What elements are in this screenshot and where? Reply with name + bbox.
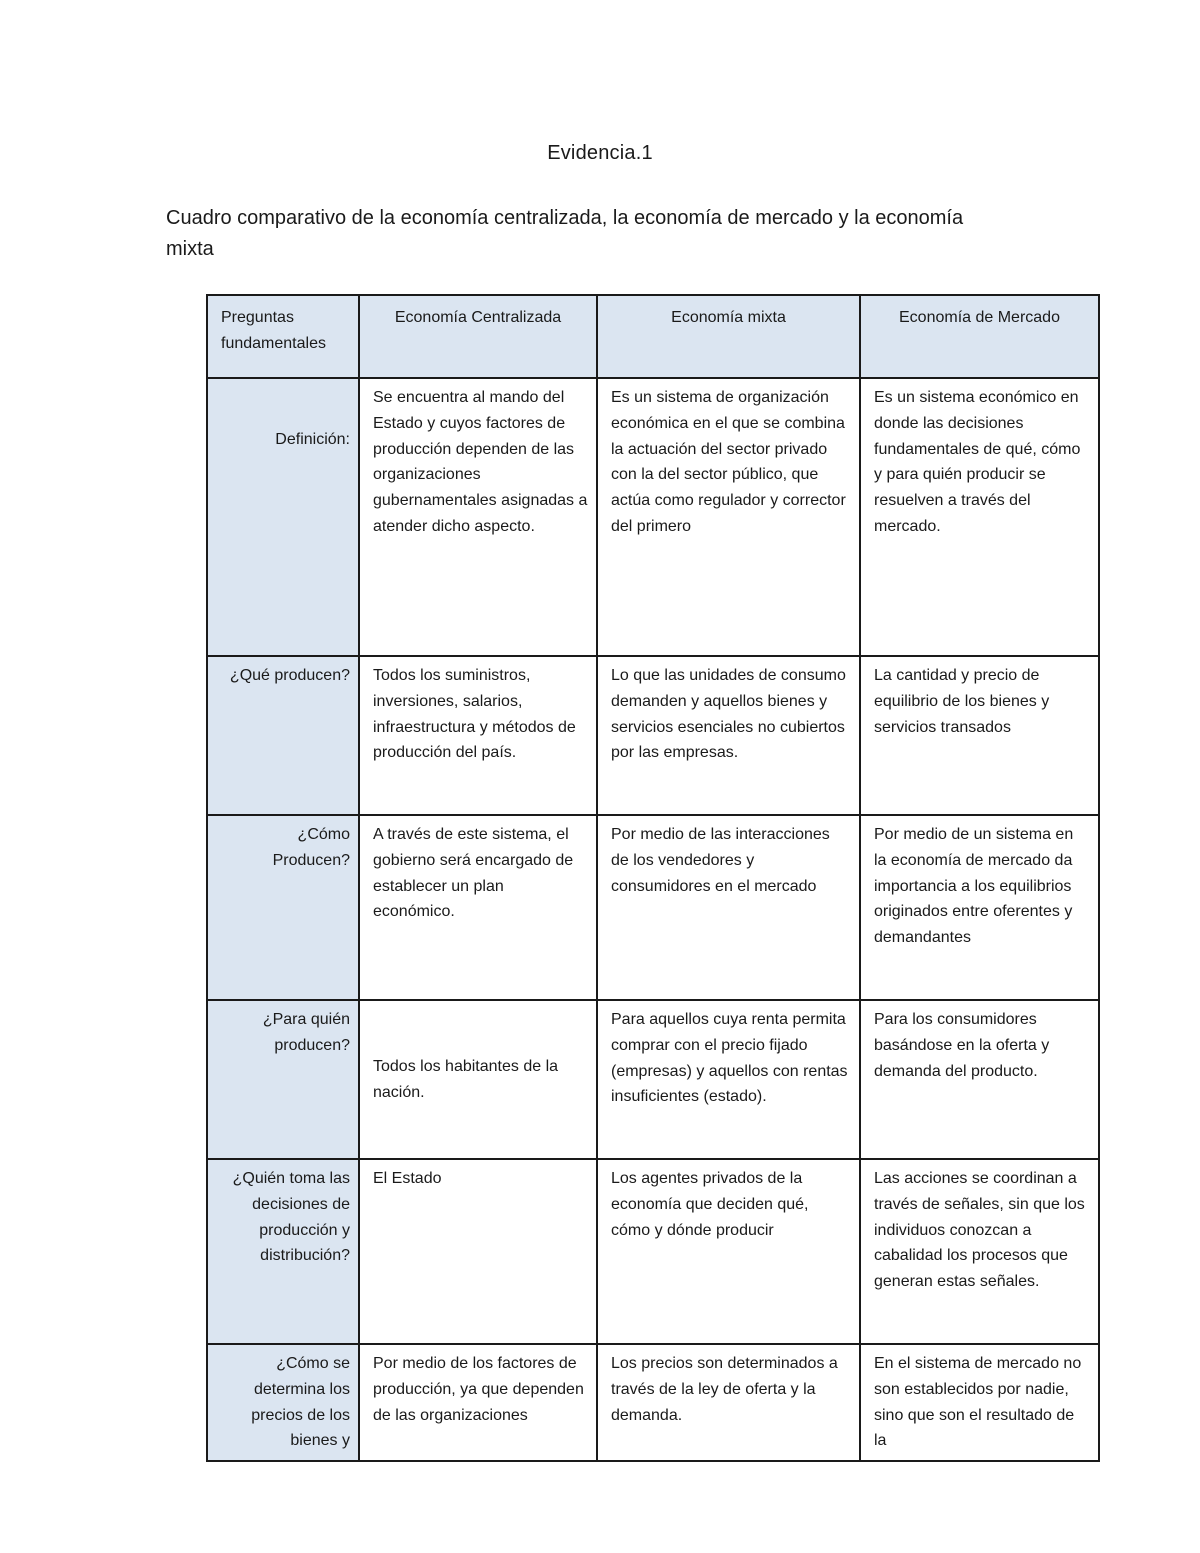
document-title: Evidencia.1 xyxy=(547,142,653,164)
mercado-cell: En el sistema de mercado no son establecidos por nadie, sino que son el resultado de la xyxy=(860,1344,1099,1461)
mercado-cell: Por medio de un sistema en la economía de mercado da importancia a los equilibrios originados entre oferentes y demandantes xyxy=(860,815,1099,1000)
centralizada-cell: Se encuentra al mando del Estado y cuyos factores de producción dependen de las organizaciones gubernamentales asignadas a atender dicho aspecto. xyxy=(359,378,597,656)
question-cell: ¿Cómo Producen? xyxy=(207,815,359,1000)
table-row xyxy=(207,1344,1099,1461)
table-row xyxy=(207,656,1099,815)
mixta-cell: Por medio de las interacciones de los vendedores y consumidores en el mercado xyxy=(597,815,860,1000)
mixta-cell: Los agentes privados de la economía que deciden qué, cómo y dónde producir xyxy=(597,1159,860,1344)
centralizada-cell: Por medio de los factores de producción, ya que dependen de las organizaciones xyxy=(359,1344,597,1461)
mixta-cell: Lo que las unidades de consumo demanden y aquellos bienes y servicios esenciales no cubiertos por las empresas. xyxy=(597,656,860,815)
centralizada-cell: A través de este sistema, el gobierno será encargado de establecer un plan económico. xyxy=(359,815,597,1000)
header-cell-mercado: Economía de Mercado xyxy=(860,295,1099,378)
mixta-cell: Los precios son determinados a través de la ley de oferta y la demanda. xyxy=(597,1344,860,1461)
centralizada-cell: Todos los suministros, inversiones, salarios, infraestructura y métodos de producción del país. xyxy=(359,656,597,815)
comparison-table xyxy=(206,294,1100,1462)
question-cell: ¿Cómo se determina los precios de los bienes y xyxy=(207,1344,359,1461)
centralizada-cell: El Estado xyxy=(359,1159,597,1344)
document-subtitle: Cuadro comparativo de la economía centralizada, la economía de mercado y la economía mixta xyxy=(166,207,964,260)
question-cell: ¿Quién toma las decisiones de producción y distribución? xyxy=(207,1159,359,1344)
centralizada-cell: Todos los habitantes de la nación. xyxy=(359,1000,597,1159)
mixta-cell: Para aquellos cuya renta permita comprar con el precio fijado (empresas) y aquellos con rentas insuficientes (estado). xyxy=(597,1000,860,1159)
header-cell-mixta: Economía mixta xyxy=(597,295,860,378)
question-cell: ¿Para quién producen? xyxy=(207,1000,359,1159)
mixta-cell: Es un sistema de organización económica en el que se combina la actuación del sector privado con la del sector público, que actúa como regulador y corrector del primero xyxy=(597,378,860,656)
question-cell: Definición: xyxy=(207,378,359,656)
question-cell: ¿Qué producen? xyxy=(207,656,359,815)
header-cell-questions: Preguntas fundamentales xyxy=(207,295,359,378)
table-header-row xyxy=(207,295,1099,378)
mercado-cell: Las acciones se coordinan a través de señales, sin que los individuos conozcan a cabalidad los procesos que generan estas señales. xyxy=(860,1159,1099,1344)
header-cell-centralizada: Economía Centralizada xyxy=(359,295,597,378)
mercado-cell: La cantidad y precio de equilibrio de los bienes y servicios transados xyxy=(860,656,1099,815)
table-row xyxy=(207,1159,1099,1344)
table-row xyxy=(207,1000,1099,1159)
mercado-cell: Es un sistema económico en donde las decisiones fundamentales de qué, cómo y para quién producir se resuelven a través del mercado. xyxy=(860,378,1099,656)
mercado-cell: Para los consumidores basándose en la oferta y demanda del producto. xyxy=(860,1000,1099,1159)
table-row xyxy=(207,815,1099,1000)
table-row xyxy=(207,378,1099,656)
